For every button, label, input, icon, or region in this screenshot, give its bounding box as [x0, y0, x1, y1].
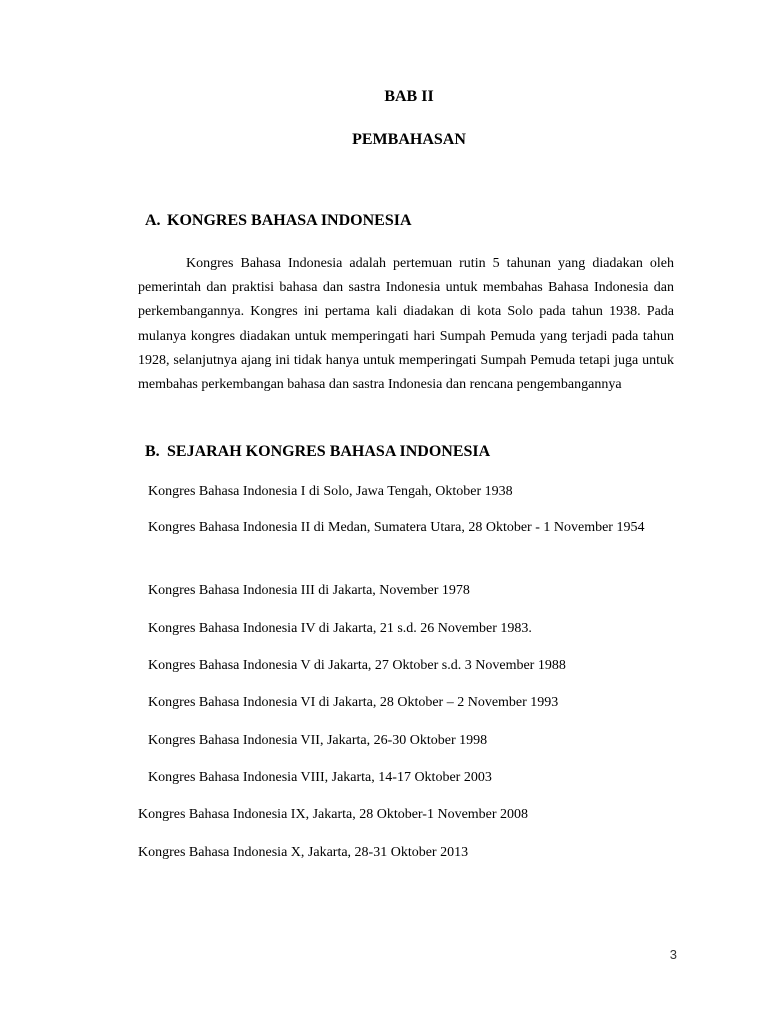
- section-a-paragraph: Kongres Bahasa Indonesia adalah pertemuan rutin 5 tahunan yang diadakan oleh pemerintah dan praktisi bahasa dan sastra Indonesia untuk membahas Bahasa Indonesia dan perkembangannya. Kongres ini pertama kali diadakan di kota Solo pada tahun 1938. Pada mulanya kongres diadakan untuk memperingati hari Sumpah Pemuda yang terjadi pada tahun 1928, selanjutnya ajang ini tidak hanya untuk memperingati Sumpah Pemuda tetapi juga untuk membahas perkembangan bahasa dan sastra Indonesia dan rencana pengembangannya: [138, 256, 674, 393]
- section-a-letter: A.: [145, 212, 161, 229]
- list-item: Kongres Bahasa Indonesia IX, Jakarta, 28 Oktober-1 November 2008: [138, 807, 529, 822]
- page-number: 3: [669, 947, 677, 962]
- chapter-title: PEMBAHASAN: [352, 131, 466, 148]
- section-a-title: KONGRES BAHASA INDONESIA: [167, 212, 412, 229]
- list-item: Kongres Bahasa Indonesia II di Medan, Sumatera Utara, 28 Oktober - 1 November 1954: [148, 520, 645, 535]
- list-item: Kongres Bahasa Indonesia VIII, Jakarta, 14-17 Oktober 2003: [148, 770, 492, 785]
- section-b-heading: [145, 443, 490, 461]
- list-item: Kongres Bahasa Indonesia III di Jakarta, November 1978: [148, 583, 470, 598]
- chapter-number: BAB II: [384, 88, 434, 105]
- list-item: Kongres Bahasa Indonesia IV di Jakarta, 21 s.d. 26 November 1983.: [148, 621, 532, 636]
- list-item: Kongres Bahasa Indonesia VII, Jakarta, 26-30 Oktober 1998: [148, 733, 488, 748]
- list-item: Kongres Bahasa Indonesia V di Jakarta, 27 Oktober s.d. 3 November 1988: [148, 658, 566, 673]
- section-b-title: SEJARAH KONGRES BAHASA INDONESIA: [167, 443, 491, 460]
- section-a-heading: [145, 212, 412, 230]
- section-b-letter: B.: [145, 443, 160, 460]
- list-item: Kongres Bahasa Indonesia VI di Jakarta, 28 Oktober – 2 November 1993: [148, 695, 559, 710]
- list-item: Kongres Bahasa Indonesia X, Jakarta, 28-31 Oktober 2013: [138, 845, 469, 860]
- list-item: Kongres Bahasa Indonesia I di Solo, Jawa Tengah, Oktober 1938: [148, 484, 513, 499]
